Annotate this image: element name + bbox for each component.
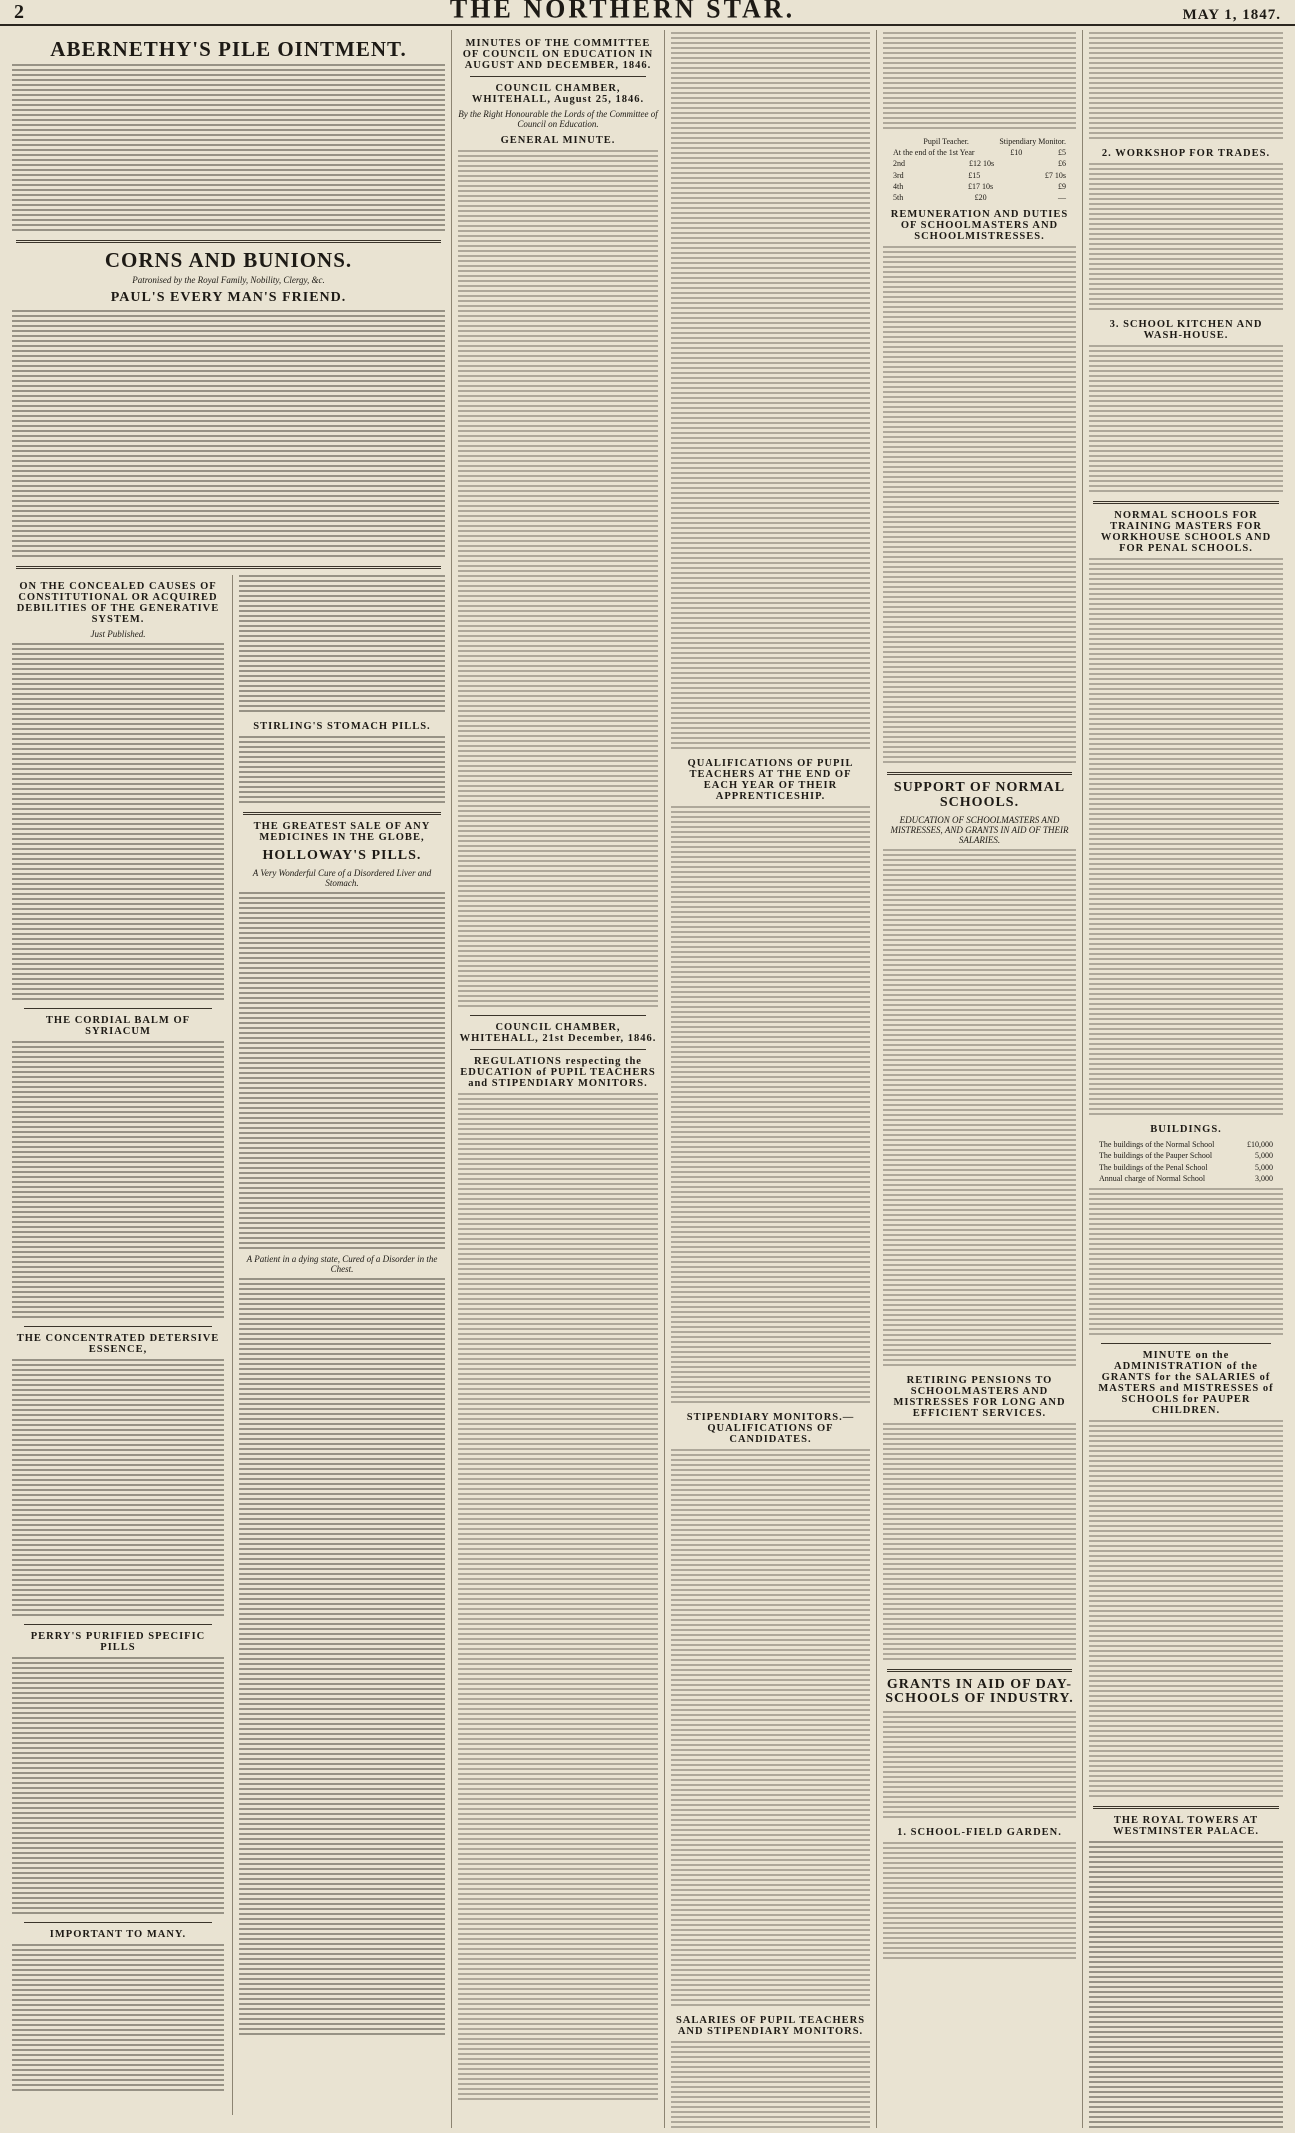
salary-monitor: —	[1057, 192, 1066, 202]
regulations-text	[458, 1093, 658, 2103]
ad-debilities-published: Just Published.	[90, 628, 146, 639]
divider	[24, 1624, 212, 1625]
divider	[16, 240, 441, 243]
building-item: The buildings of the Normal School	[1099, 1140, 1215, 1150]
salary-year: 3rd	[893, 170, 904, 180]
issue-date: MAY 1, 1847.	[1182, 7, 1281, 23]
ad-stirling-text	[239, 736, 445, 806]
royal-towers-heading: THE ROYAL TOWERS AT WESTMINSTER PALACE.	[1113, 1814, 1259, 1837]
table-row	[893, 192, 1066, 203]
ad-debilities-text	[12, 643, 224, 1003]
building-item: Annual charge of Normal School	[1099, 1173, 1206, 1183]
qualifications-heading: QUALIFICATIONS OF PUPIL TEACHERS AT THE END OF EACH YEAR OF THEIR APPRENTICESHIP.	[687, 758, 854, 803]
buildings-text	[1089, 1188, 1283, 1338]
divider	[470, 1049, 646, 1050]
table-row	[1099, 1150, 1273, 1161]
salary-year: 5th	[893, 192, 904, 202]
ad-holloway-sub: A Very Wonderful Cure of a Disordered Liver and Stomach.	[252, 867, 432, 888]
building-item: The buildings of the Penal School	[1099, 1162, 1208, 1172]
table-row	[893, 158, 1066, 169]
building-item: The buildings of the Pauper School	[1099, 1151, 1213, 1161]
salary-monitor: £5	[1057, 148, 1066, 158]
column-minutes	[452, 30, 665, 2128]
ad-essence-heading: THE CONCENTRATED DETERSIVE ESSENCE,	[16, 1332, 220, 1355]
divider	[243, 812, 441, 815]
stipendiary-text	[671, 1449, 870, 2009]
column-advertisements	[6, 30, 452, 2128]
minutes-heading: MINUTES OF THE COMMITTEE OF COUNCIL ON EDUCATION IN AUGUST AND DECEMBER, 1846.	[462, 38, 654, 72]
workshop-text	[1089, 163, 1283, 313]
salary-monitor: £6	[1058, 159, 1066, 169]
salaries-heading: SALARIES OF PUPIL TEACHERS AND STIPENDIARY MONITORS.	[675, 2015, 866, 2038]
divider	[470, 76, 646, 77]
normal-schools-heading: SUPPORT OF NORMAL SCHOOLS.	[893, 780, 1066, 810]
ad-chest-cure-heading: A Patient in a dying state, Cured of a Disorder in the Chest.	[246, 1253, 438, 1274]
ad-continued-text	[239, 575, 445, 715]
divider	[1101, 1343, 1271, 1344]
remuneration-text	[883, 246, 1076, 766]
building-value: £10,000	[1247, 1140, 1273, 1150]
building-value: 5,000	[1255, 1151, 1273, 1161]
minutes-place: COUNCIL CHAMBER, WHITEHALL, August 25, 1846.	[471, 83, 645, 106]
ad-corns-subheading: PAUL'S EVERY MAN'S FRIEND.	[110, 290, 347, 306]
grants-heading: GRANTS IN AID OF DAY-SCHOOLS OF INDUSTRY.	[885, 1676, 1074, 1707]
divider	[1093, 501, 1279, 504]
ad-abernethy-text	[12, 64, 445, 234]
salary-pupil: £15	[968, 170, 981, 180]
ad-essence-text	[12, 1359, 224, 1619]
ad-abernethy-heading: ABERNETHY'S PILE OINTMENT.	[50, 37, 407, 61]
newspaper-title: THE NORTHERN STAR.	[449, 0, 796, 24]
school-field-text-continued	[1089, 32, 1283, 142]
table-row	[1099, 1139, 1273, 1150]
salary-col-pupil: Pupil Teacher.	[923, 137, 969, 146]
training-text	[1089, 558, 1283, 1118]
column-normal-schools	[1083, 30, 1289, 2128]
ad-holloway-heading: HOLLOWAY'S PILLS.	[262, 847, 422, 863]
ad-greatest-sale-heading: THE GREATEST SALE OF ANY MEDICINES IN THE GLOBE,	[253, 820, 431, 843]
ad-split-columns	[12, 575, 445, 2115]
salary-year: At the end of the 1st Year	[893, 148, 975, 158]
column-qualifications	[665, 30, 877, 2128]
kitchen-heading: 3. SCHOOL KITCHEN AND WASH-HOUSE.	[1109, 319, 1263, 342]
royal-towers-text	[1089, 1841, 1283, 2128]
general-minute-heading: GENERAL MINUTE.	[500, 135, 616, 147]
divider	[887, 772, 1072, 775]
ad-corns-heading: CORNS AND BUNIONS.	[104, 248, 353, 273]
salary-table-header	[893, 136, 1066, 147]
page-number: 2	[14, 1, 24, 23]
table-row	[893, 147, 1066, 158]
table-row	[1099, 1173, 1273, 1184]
masthead	[0, 0, 1295, 26]
ad-perry-heading: PERRY'S PURIFIED SPECIFIC PILLS	[30, 1630, 206, 1653]
ad-corns-patent: Patronised by the Royal Family, Nobility, Clergy, &c.	[132, 275, 325, 286]
retiring-pensions-heading: RETIRING PENSIONS TO SCHOOLMASTERS AND MISTRESSES FOR LONG AND EFFICIENT SERVICES.	[893, 1374, 1066, 1419]
building-value: 5,000	[1255, 1162, 1273, 1172]
normal-schools-sub: EDUCATION OF SCHOOLMASTERS AND MISTRESSES, AND GRANTS IN AID OF THEIR SALARIES.	[890, 814, 1069, 845]
building-value: 3,000	[1255, 1173, 1273, 1183]
school-field-text	[883, 1842, 1076, 1962]
remuneration-heading: REMUNERATION AND DUTIES OF SCHOOLMASTERS AND SCHOOLMISTRESSES.	[890, 209, 1069, 243]
retiring-pensions-text	[883, 1423, 1076, 1663]
salary-year: 2nd	[893, 159, 905, 169]
salary-monitor: £9	[1057, 181, 1066, 191]
ad-perry-text	[12, 1657, 224, 1917]
qualifications-text-top	[671, 32, 870, 752]
salaries-text	[671, 2041, 870, 2128]
salary-table	[893, 136, 1066, 203]
grants-text	[883, 1711, 1076, 1821]
divider	[1093, 1806, 1279, 1809]
divider	[24, 1922, 212, 1923]
ad-right-half	[232, 575, 445, 2115]
salary-monitor: £7 10s	[1044, 170, 1066, 180]
table-row	[1099, 1162, 1273, 1173]
buildings-heading: BUILDINGS.	[1150, 1124, 1222, 1136]
column-support	[877, 30, 1083, 2128]
pauper-minute-text	[1089, 1420, 1283, 1800]
divider	[24, 1326, 212, 1327]
general-minute-text	[458, 150, 658, 1010]
salary-pupil: £10	[1010, 148, 1023, 158]
table-row	[893, 170, 1066, 181]
salary-pupil: £17 10s	[968, 181, 994, 191]
regulations-heading: REGULATIONS respecting the EDUCATION of PUPIL TEACHERS and STIPENDIARY MONITORS.	[460, 1056, 656, 1090]
salary-year: 4th	[893, 181, 904, 191]
ad-syriacum-heading: THE CORDIAL BALM OF SYRIACUM	[45, 1014, 191, 1037]
training-heading: NORMAL SCHOOLS FOR TRAINING MASTERS FOR WORKHOUSE SCHOOLS AND FOR PENAL SCHOOLS.	[1100, 510, 1272, 555]
table-row	[893, 181, 1066, 192]
divider	[887, 1669, 1072, 1672]
divider	[24, 1008, 212, 1009]
ad-syriacum-text	[12, 1041, 224, 1321]
divider	[470, 1015, 646, 1016]
divider	[16, 566, 441, 569]
ad-chest-cure-text	[239, 1278, 445, 2038]
stipendiary-heading: STIPENDIARY MONITORS.—QUALIFICATIONS OF CANDIDATES.	[686, 1412, 855, 1446]
ad-left-half	[12, 575, 224, 2115]
pauper-minute-heading: MINUTE on the ADMINISTRATION of the GRANTS for the SALARIES of MASTERS and MISTRESSES of SCHOOLS for PAUPER CHILDREN.	[1098, 1349, 1274, 1416]
normal-schools-text	[883, 849, 1076, 1369]
salary-pupil: £20	[974, 192, 987, 202]
kitchen-text	[1089, 345, 1283, 495]
ad-debilities-heading: ON THE CONCEALED CAUSES OF CONSTITUTIONAL OR ACQUIRED DEBILITIES OF THE GENERATIVE SYSTEM.	[16, 580, 220, 625]
ad-holloway-text	[239, 892, 445, 1252]
minutes-presence: By the Right Honourable the Lords of the Committee of Council on Education.	[458, 109, 658, 130]
qualifications-text	[671, 806, 870, 1406]
workshop-heading: 2. WORKSHOP FOR TRADES.	[1101, 148, 1271, 159]
salary-col-monitor: Stipendiary Monitor.	[999, 137, 1066, 146]
ad-stirling-heading: STIRLING'S STOMACH PILLS.	[253, 720, 431, 732]
ad-important-heading: IMPORTANT TO MANY.	[49, 1928, 187, 1940]
minutes-place-december: COUNCIL CHAMBER, WHITEHALL, 21st December, 1846.	[459, 1022, 657, 1045]
columns	[6, 30, 1289, 2128]
school-field-heading: 1. SCHOOL-FIELD GARDEN.	[897, 1826, 1062, 1838]
salaries-text-continued	[883, 32, 1076, 132]
buildings-table	[1099, 1139, 1273, 1184]
ad-corns-text	[12, 310, 445, 560]
salary-pupil: £12 10s	[968, 159, 995, 169]
ad-important-text	[12, 1944, 224, 2094]
